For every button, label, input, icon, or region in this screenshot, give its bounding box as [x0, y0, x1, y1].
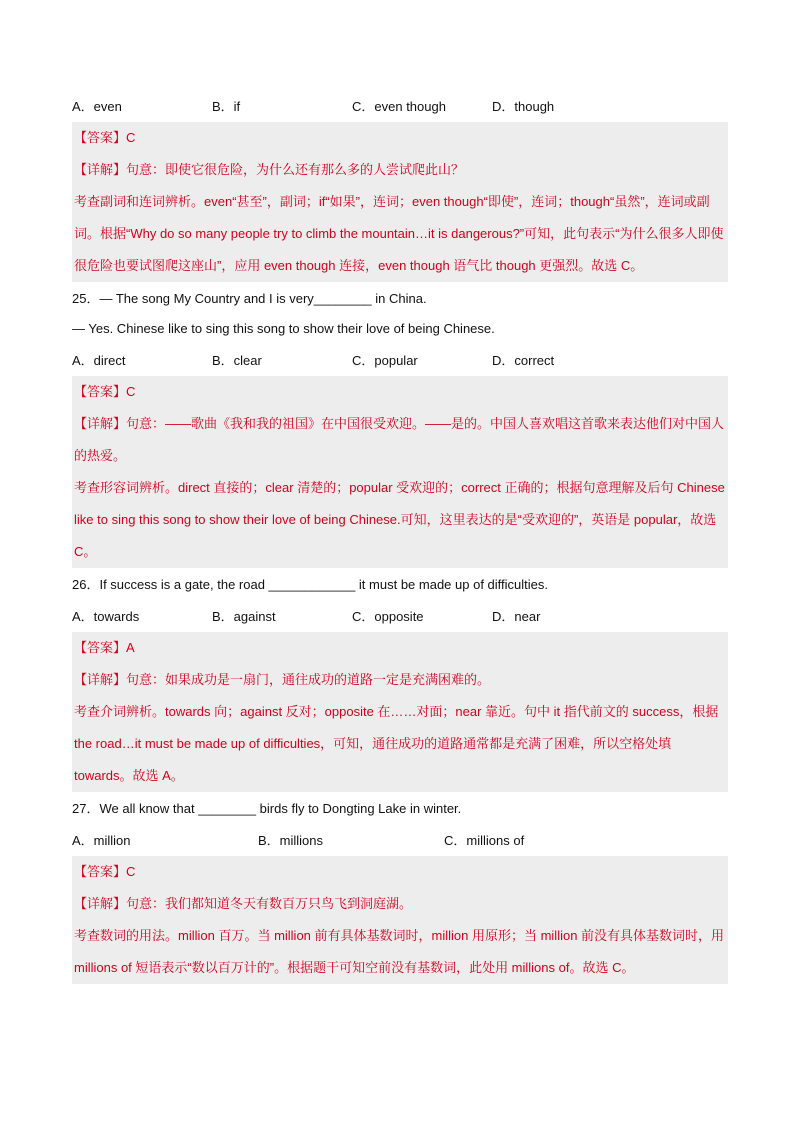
option-b: B．against — [212, 608, 276, 624]
analysis-text: 考查形容词辨析。direct 直接的；clear 清楚的；popular 受欢迎的；correct 正确的；根据句意理解及后句 Chinese like to sing this song to show their love of being Chinese.可知，这里表达的是“受欢迎的”，英语是 popular，故选 C。 — [74, 480, 725, 559]
q25-reply: — Yes. Chinese like to sing this song to show their love of being Chinese. — [72, 321, 495, 336]
answer-label: 【答案】C — [74, 384, 136, 399]
q26-stem: 26．If success is a gate, the road ____________ it must be made up of difficulties. — [72, 577, 548, 592]
detail-text: 【详解】句意：我们都知道冬天有数百万只鸟飞到洞庭湖。 — [74, 896, 413, 911]
option-c: C．popular — [352, 352, 418, 368]
detail-text: 【详解】句意：即使它很危险，为什么还有那么多的人尝试爬此山？ — [74, 162, 465, 177]
q27-stem: 27．We all know that ________ birds fly to Dongting Lake in winter. — [72, 801, 462, 816]
analysis-text: 考查副词和连词辨析。even“甚至”，副词；if“如果”，连词；even though“即使”，连词；though“虽然”，连词或副词。根据“Why do so many people try to climb the mountain…it is dangerous?”可知，此句表示“为什么很多人即使很危险也要试图爬这座山”，应用 even though 连接，even though 语气比 though 更强烈。故选 C。 — [74, 194, 724, 273]
q25-stem: 25．— The song My Country and I is very________ in China. — [72, 291, 427, 306]
option-d: D．though — [492, 98, 555, 114]
option-a: A．towards — [72, 608, 140, 624]
q27-explanation-block — [72, 856, 728, 984]
q24-explanation-block — [72, 122, 728, 282]
analysis-text: 考查介词辨析。towards 向；against 反对；opposite 在……对面；near 靠近。句中 it 指代前文的 success，根据 the road…it must be made up of difficulties，可知，通往成功的道路通常都是充满了困难，所以空格处填 towards。故选 A。 — [74, 704, 719, 783]
q26-explanation-block — [72, 632, 728, 792]
q25-options — [72, 344, 728, 374]
q27-options — [72, 824, 728, 854]
q24-options — [72, 90, 728, 120]
option-d: D．near — [492, 608, 541, 624]
option-c: C．opposite — [352, 608, 424, 624]
answer-label: 【答案】C — [74, 864, 136, 879]
answer-label: 【答案】C — [74, 130, 136, 145]
option-b: B．clear — [212, 352, 262, 368]
option-c: C．millions of — [444, 832, 525, 848]
option-d: D．correct — [492, 352, 555, 368]
option-b: B．millions — [258, 832, 324, 848]
option-b: B．if — [212, 98, 241, 114]
analysis-text: 考查数词的用法。million 百万。当 million 前有具体基数词时，million 用原形；当 million 前没有具体基数词时，用 millions of 短语表示“数以百万计的”。根据题干可知空前没有基数词，此处用 millions of。故选 C。 — [74, 928, 725, 975]
answer-label: 【答案】A — [74, 640, 135, 655]
option-a: A．direct — [72, 352, 126, 368]
option-c: C．even though — [352, 98, 446, 114]
detail-text: 【详解】句意：——歌曲《我和我的祖国》在中国很受欢迎。——是的。中国人喜欢唱这首歌来表达他们对中国人的热爱。 — [74, 416, 725, 463]
detail-text: 【详解】句意：如果成功是一扇门，通往成功的道路一定是充满困难的。 — [74, 672, 491, 687]
option-a: A．even — [72, 98, 122, 114]
document-page — [72, 90, 728, 986]
q25-explanation-block — [72, 376, 728, 568]
option-a: A．million — [72, 832, 131, 848]
q26-options — [72, 600, 728, 630]
